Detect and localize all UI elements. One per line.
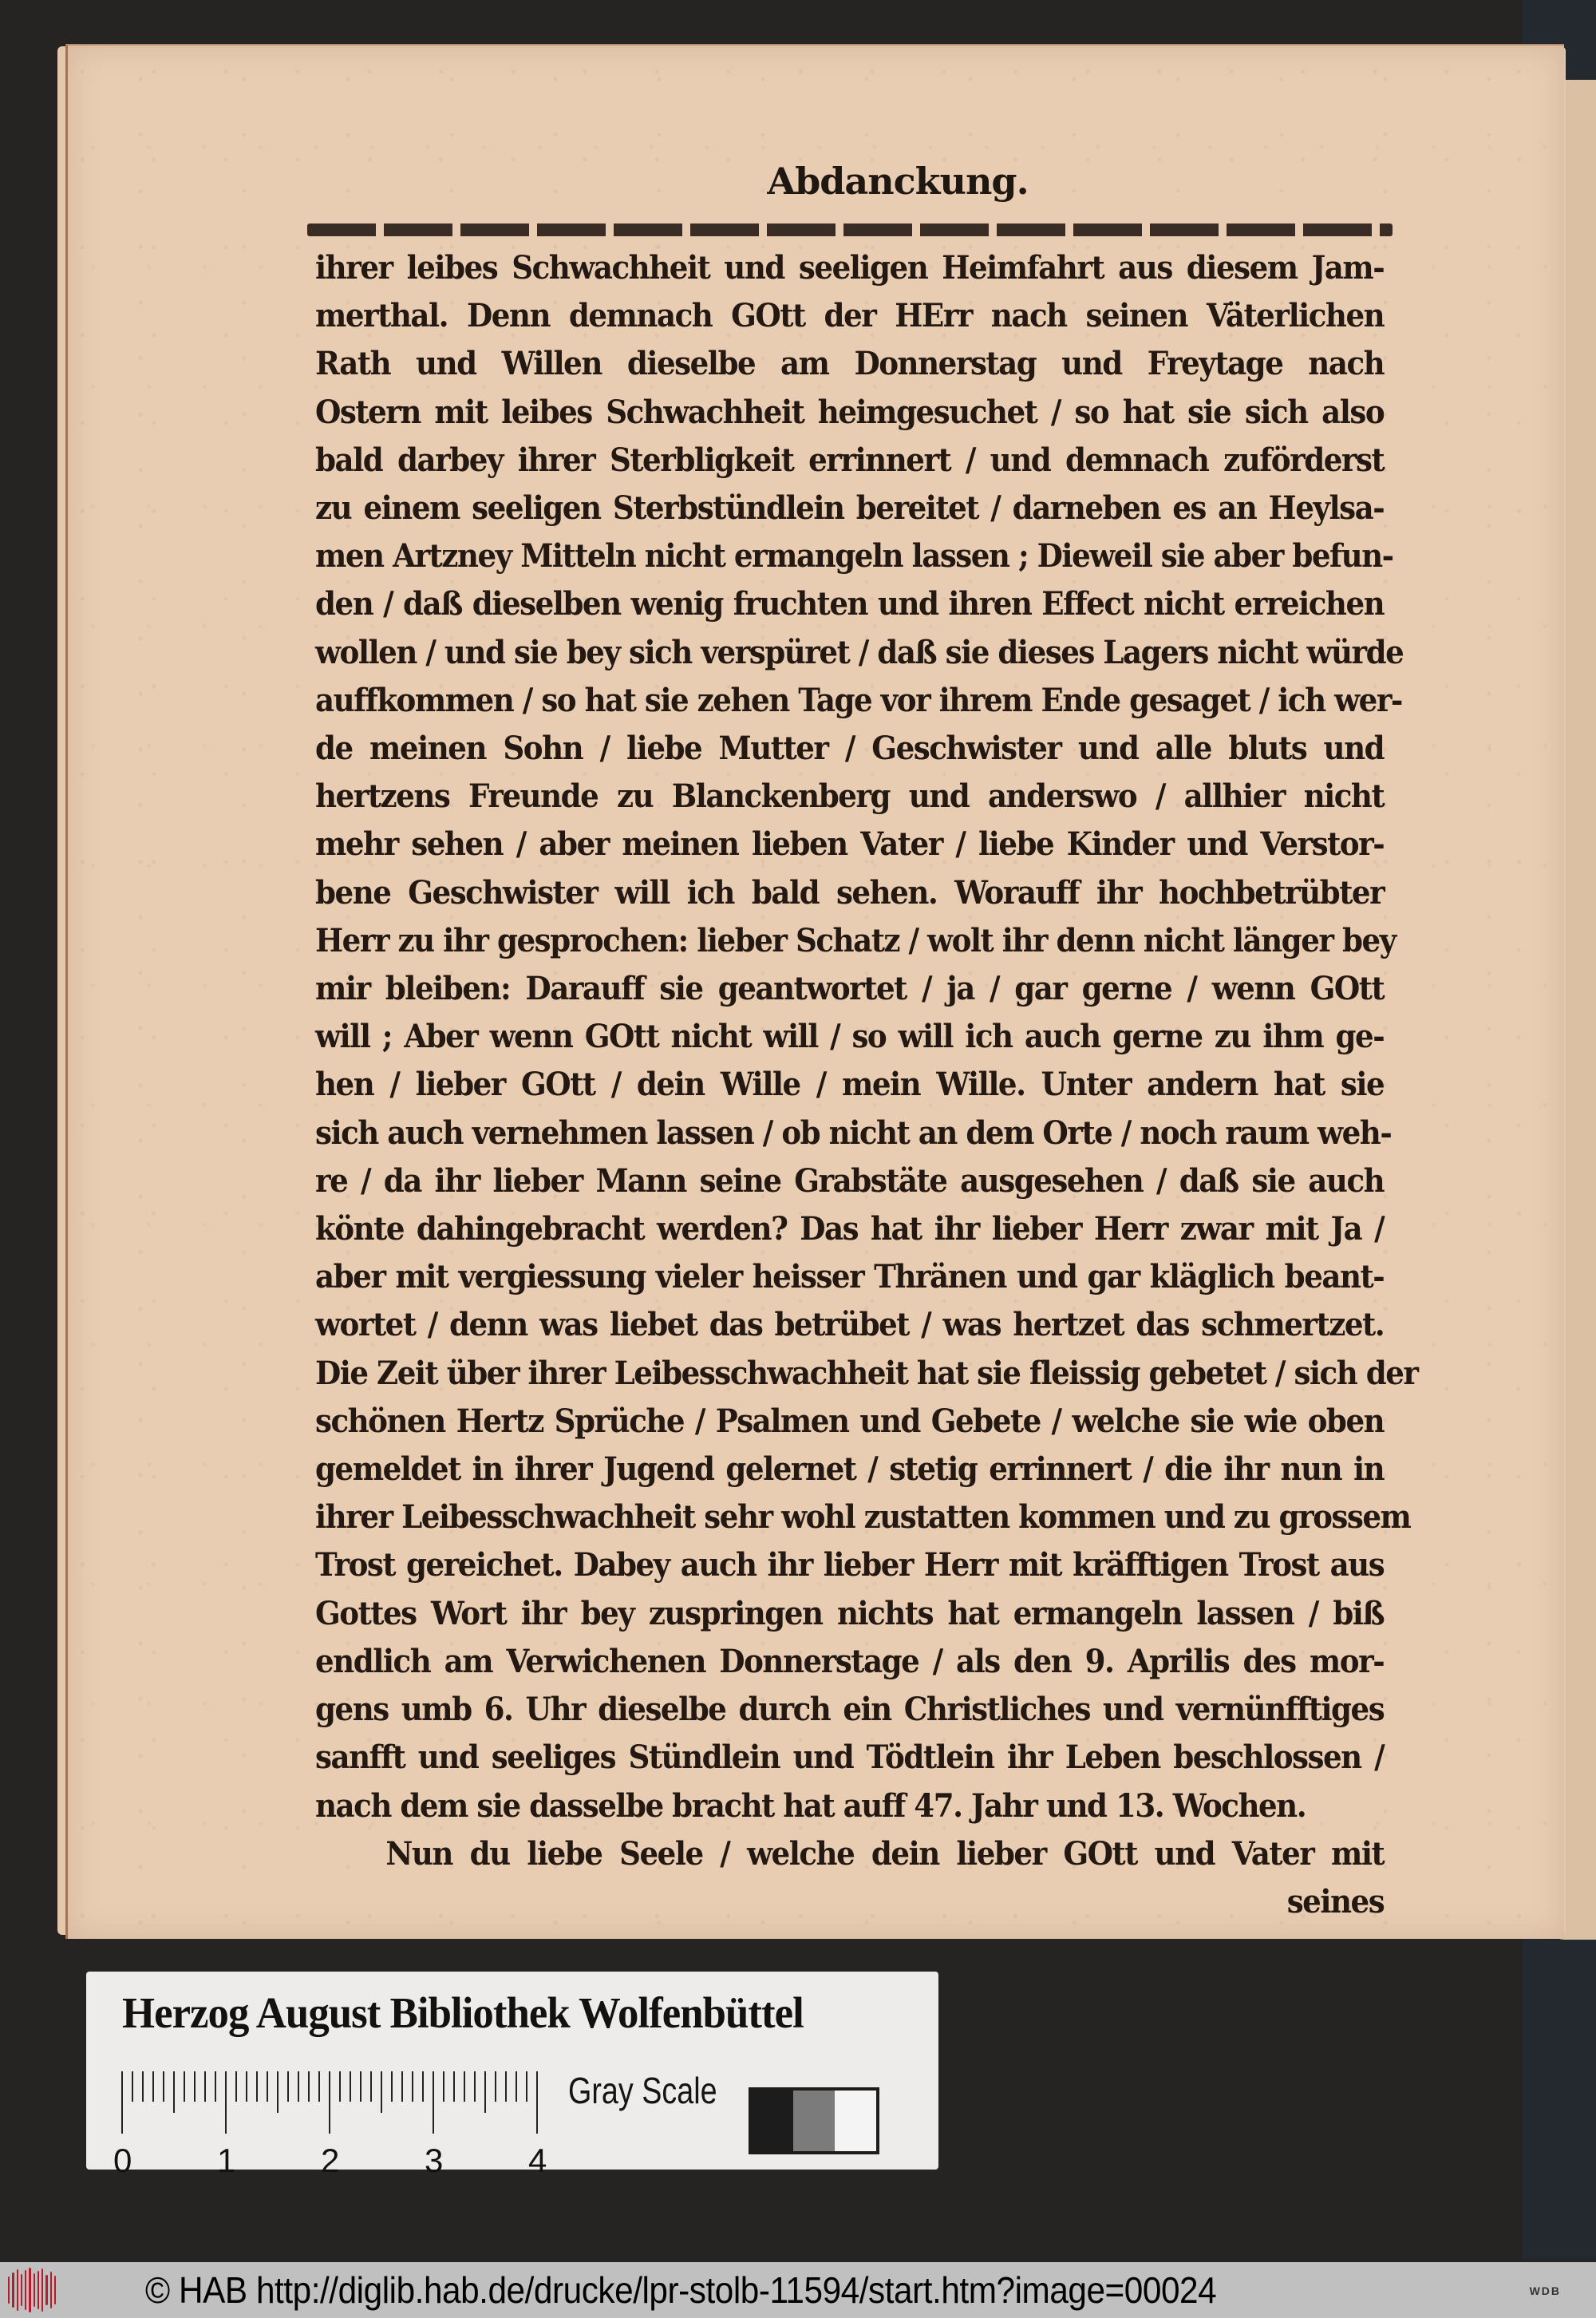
ruler-label: 0 xyxy=(113,2142,132,2179)
gray-scale-swatch xyxy=(749,2087,879,2154)
footer-citation-link[interactable]: © HAB http://diglib.hab.de/drucke/lpr-stolb-11594/start.htm?image=00024 xyxy=(145,2269,1217,2311)
text-line: den / daß dieselben wenig fruchten und ihren Effect nicht erreichen xyxy=(315,585,1385,623)
ruler-tick xyxy=(298,2071,299,2102)
text-line: sich auch vernehmen lassen / ob nicht an dem Orte / noch raum weh- xyxy=(315,1114,1392,1152)
text-line: sanfft und seeliges Stündlein und Tödtlein ihr Leben beschlossen / xyxy=(315,1738,1385,1777)
gray-swatch-patch xyxy=(835,2091,876,2151)
ruler-tick xyxy=(163,2071,164,2102)
text-line: endlich am Verwichenen Donnerstage / als den 9. Aprilis des mor- xyxy=(315,1642,1385,1680)
text-line: wollen / und sie bey sich verspüret / daß sie dieses Lagers nicht würde xyxy=(315,633,1404,671)
hab-logo-icon xyxy=(8,2267,56,2313)
paragraph-start-line: Nun du liebe Seele / welche dein lieber GOtt und Vater mit xyxy=(385,1834,1385,1873)
text-line: wortet / denn was liebet das betrübet / was hertzet das schmertzet. xyxy=(315,1306,1385,1344)
text-line: gens umb 6. Uhr dieselbe durch ein Christliches und vernünfftiges xyxy=(315,1691,1385,1729)
ruler-tick xyxy=(308,2071,310,2102)
running-head: Abdanckung. xyxy=(767,160,1029,203)
ruler-tick xyxy=(422,2071,424,2102)
text-line: merthal. Denn demnach GOtt der HErr nach seinen Väterlichen xyxy=(315,297,1385,335)
ruler-tick xyxy=(267,2071,268,2102)
ruler-tick xyxy=(350,2071,351,2102)
ruler-tick xyxy=(204,2071,206,2102)
ruler-tick xyxy=(453,2071,455,2102)
ruler-tick xyxy=(526,2071,527,2102)
text-line: gemeldet in ihrer Jugend gelernet / stetig errinnert / die ihr nun in xyxy=(315,1450,1385,1489)
text-line: auffkommen / so hat sie zehen Tage vor ihrem Ende gesaget / ich wer- xyxy=(315,681,1402,719)
ruler-tick xyxy=(318,2071,320,2102)
ruler-tick xyxy=(433,2071,434,2134)
ruler-tick xyxy=(132,2071,133,2102)
gray-swatch-patch xyxy=(752,2091,793,2151)
library-name: Herzog August Bibliothek Wolfenbüttel xyxy=(122,1988,804,2037)
ruler-tick xyxy=(464,2071,465,2102)
ruler-tick xyxy=(360,2071,361,2102)
text-line: mehr sehen / aber meinen lieben Vater / liebe Kinder und Verstor- xyxy=(315,825,1385,864)
footer-bar xyxy=(0,2262,1596,2318)
ruler-tick xyxy=(256,2071,258,2102)
ruler-tick xyxy=(287,2071,289,2102)
scale-ruler xyxy=(113,2071,547,2179)
ruler-tick xyxy=(173,2071,175,2113)
ruler-tick xyxy=(339,2071,341,2102)
text-line: Gottes Wort ihr bey zuspringen nichts hat ermangeln lassen / biß xyxy=(315,1594,1385,1632)
text-line: nach dem sie dasselbe bracht hat auff 47. Jahr und 13. Wochen. xyxy=(315,1786,1306,1825)
text-line: bene Geschwister will ich bald sehen. Worauff ihr hochbetrübter xyxy=(315,873,1385,912)
text-line: Die Zeit über ihrer Leibesschwachheit hat sie fleissig gebetet / sich der xyxy=(315,1354,1418,1392)
ruler-tick xyxy=(401,2071,403,2102)
ruler-tick xyxy=(412,2071,413,2102)
text-line: men Artzney Mitteln nicht ermangeln lassen ; Dieweil sie aber befun- xyxy=(315,537,1393,576)
ruler-tick xyxy=(184,2071,185,2102)
ruler-tick xyxy=(194,2071,196,2102)
text-line: ihrer Leibesschwachheit sehr wohl zustatten kommen und zu grossem xyxy=(315,1498,1411,1537)
ruler-tick xyxy=(215,2071,216,2102)
text-line: schönen Hertz Sprüche / Psalmen und Gebete / welche sie wie oben xyxy=(315,1402,1385,1440)
ruler-tick xyxy=(536,2071,538,2134)
ruler-tick xyxy=(277,2071,279,2113)
ruler-tick xyxy=(484,2071,486,2113)
ruler-tick xyxy=(152,2071,154,2102)
gray-scale-label: Gray Scale xyxy=(568,2070,717,2111)
text-line: Ostern mit leibes Schwachheit heimgesuchet / so hat sie sich also xyxy=(315,393,1385,431)
ruler-tick xyxy=(142,2071,144,2102)
text-line: bald darbey ihrer Sterbligkeit errinnert / und demnach zuförderst xyxy=(315,441,1385,479)
ruler-tick xyxy=(225,2071,227,2134)
color-reference-card xyxy=(86,1972,938,2179)
ruler-tick xyxy=(516,2071,517,2102)
text-line: will ; Aber wenn GOtt nicht will / so will ich auch gerne zu ihm ge- xyxy=(315,1018,1385,1056)
ruler-label: 2 xyxy=(321,2142,340,2179)
ruler-label: 4 xyxy=(528,2142,547,2179)
text-line: aber mit vergiessung vieler heisser Thränen und gar kläglich beant- xyxy=(315,1258,1385,1296)
ruler-tick xyxy=(443,2071,444,2102)
ruler-tick xyxy=(121,2071,123,2134)
text-line: zu einem seeligen Sterbstündlein bereitet / darneben es an Heylsa- xyxy=(315,489,1385,528)
ruler-tick xyxy=(329,2071,330,2134)
ruler-tick xyxy=(235,2071,237,2102)
ruler-label: 3 xyxy=(425,2142,444,2179)
text-line: Herr zu ihr gesprochen: lieber Schatz / wolt ihr denn nicht länger bey xyxy=(315,921,1396,959)
catchword: seines xyxy=(1286,1882,1385,1920)
text-line: mir bleiben: Darauff sie geantwortet / ja / gar gerne / wenn GOtt xyxy=(315,970,1385,1008)
text-line: ihrer leibes Schwachheit und seeligen Heimfahrt aus diesem Jam- xyxy=(315,249,1385,287)
gray-swatch-patch xyxy=(793,2091,835,2151)
text-line: Rath und Willen dieselbe am Donnerstag und Freytage nach xyxy=(315,345,1385,383)
header-rule xyxy=(307,223,1393,236)
text-line: hen / lieber GOtt / dein Wille / mein Wille. Unter andern hat sie xyxy=(315,1066,1385,1104)
ruler-tick xyxy=(505,2071,507,2102)
ruler-tick xyxy=(391,2071,393,2102)
text-line: re / da ihr lieber Mann seine Grabstäte ausgesehen / daß sie auch xyxy=(315,1161,1385,1200)
text-line: könte dahingebracht werden? Das hat ihr lieber Herr zwar mit Ja / xyxy=(315,1210,1385,1248)
text-line: hertzens Freunde zu Blanckenberg und anderswo / allhier nicht xyxy=(315,777,1385,816)
ruler-tick xyxy=(370,2071,372,2102)
ruler-tick xyxy=(246,2071,247,2102)
text-line: de meinen Sohn / liebe Mutter / Geschwister und alle bluts und xyxy=(315,730,1385,768)
body-text xyxy=(315,244,1418,1830)
ruler-label: 1 xyxy=(217,2142,236,2179)
ruler-tick xyxy=(495,2071,496,2102)
wdb-mark: WDB xyxy=(1529,2284,1561,2297)
ruler-tick xyxy=(381,2071,382,2113)
text-line: Trost gereichet. Dabey auch ihr lieber Herr mit kräfftigen Trost aus xyxy=(315,1546,1385,1584)
ruler-tick xyxy=(474,2071,476,2102)
page-text-block xyxy=(315,160,1418,1926)
